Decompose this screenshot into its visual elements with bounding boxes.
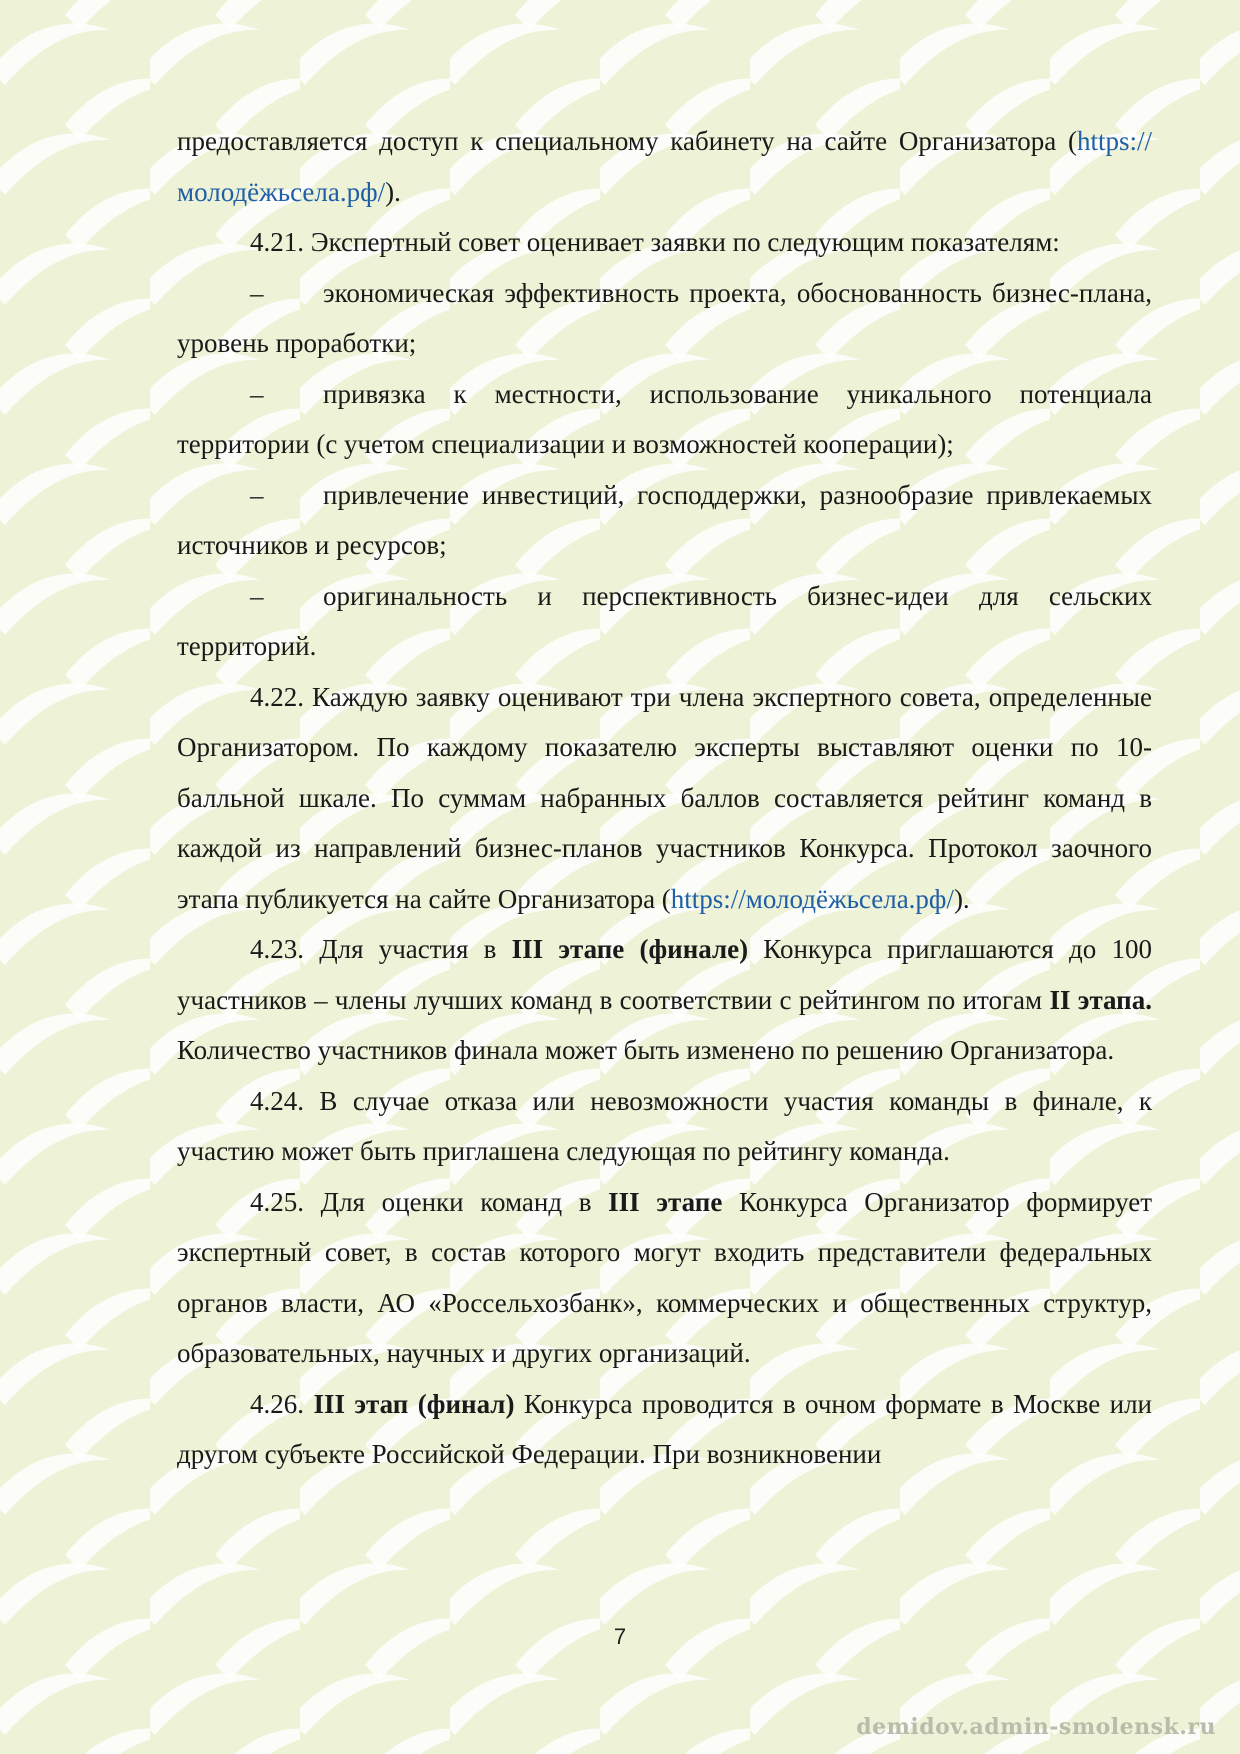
text-run: 4.25. Для оценки команд в	[250, 1186, 609, 1217]
website-link[interactable]: https://молодёжьсела.рф/	[670, 883, 954, 914]
paragraph	[177, 217, 1152, 268]
bold-text: III этапе	[608, 1186, 723, 1217]
dash-marker: –	[250, 479, 264, 510]
text-run: 4.21. Экспертный совет оценивает заявки по следующим показателям:	[250, 227, 1060, 257]
dash-marker: –	[250, 378, 264, 409]
text-run: экономическая эффективность проекта, обоснованность бизнес-плана, уровень проработки;	[177, 277, 1152, 358]
list-item	[177, 369, 1152, 470]
paragraph	[177, 1379, 1152, 1480]
page-number: 7	[613, 1624, 627, 1649]
text-run: 4.26.	[250, 1388, 314, 1419]
text-run: Количество участников финала может быть изменено по решению Организатора.	[177, 1035, 1115, 1065]
dash-marker: –	[250, 277, 264, 308]
list-item	[177, 470, 1152, 571]
text-run: Конкурса Организатор формирует экспертный совет, в состав которого могут входить представители федеральных органов власти, АО «Россельхозбанк», коммерческих и общественных структур, образовательных, научных и других организаций.	[177, 1186, 1153, 1368]
text-run: привязка к местности, использование уникального потенциала территории (с учетом специализации и возможностей кооперации);	[177, 378, 1152, 459]
text-run: Конкурса проводится в очном формате в Москве или другом субъекте Российской Федерации. При возникновении	[177, 1388, 1153, 1469]
paragraph	[177, 1076, 1152, 1177]
watermark-text: demidov.admin-smolensk.ru	[856, 1714, 1216, 1740]
paragraph	[177, 1177, 1152, 1379]
text-run: Конкурса приглашаются до 100 участников – члены лучших команд в соответствии с рейтингом по итогам	[177, 934, 1152, 1015]
text-run: привлечение инвестиций, господдержки, разнообразие привлекаемых источников и ресурсов;	[177, 479, 1152, 560]
website-link[interactable]: https://молодёжьсела.рф/	[177, 126, 1152, 207]
text-run: ).	[953, 883, 970, 914]
text-run: 4.24. В случае отказа или невозможности участия команды в финале, к участию может быть приглашена следующая по рейтингу команда.	[177, 1085, 1152, 1166]
text-run: оригинальность и перспективность бизнес-идеи для сельских территорий.	[177, 580, 1152, 661]
document-body	[177, 116, 1152, 1480]
text-run: 4.22. Каждую заявку оценивают три члена экспертного совета, определенные Организатором. По каждому показателю эксперты выставляют оценки по 10-балльной шкале. По суммам набранных баллов составляется рейтинг команд в каждой из направлений бизнес-планов участников Конкурса. Протокол заочного этапа публикуется на сайте Организатора (	[177, 681, 1152, 914]
list-item	[177, 268, 1152, 369]
text-run: 4.23. Для участия в	[250, 934, 512, 964]
bold-text: II этапа.	[1049, 984, 1152, 1015]
bold-text: III этап (финал)	[313, 1388, 515, 1419]
paragraph	[177, 672, 1152, 925]
text-run: ).	[385, 176, 401, 207]
paragraph	[177, 924, 1152, 1076]
list-item	[177, 571, 1152, 672]
paragraph	[177, 116, 1152, 217]
text-run: предоставляется доступ к специальному кабинету на сайте Организатора (	[177, 126, 1077, 156]
dash-marker: –	[250, 580, 264, 611]
bold-text: III этапе (финале)	[511, 934, 749, 964]
